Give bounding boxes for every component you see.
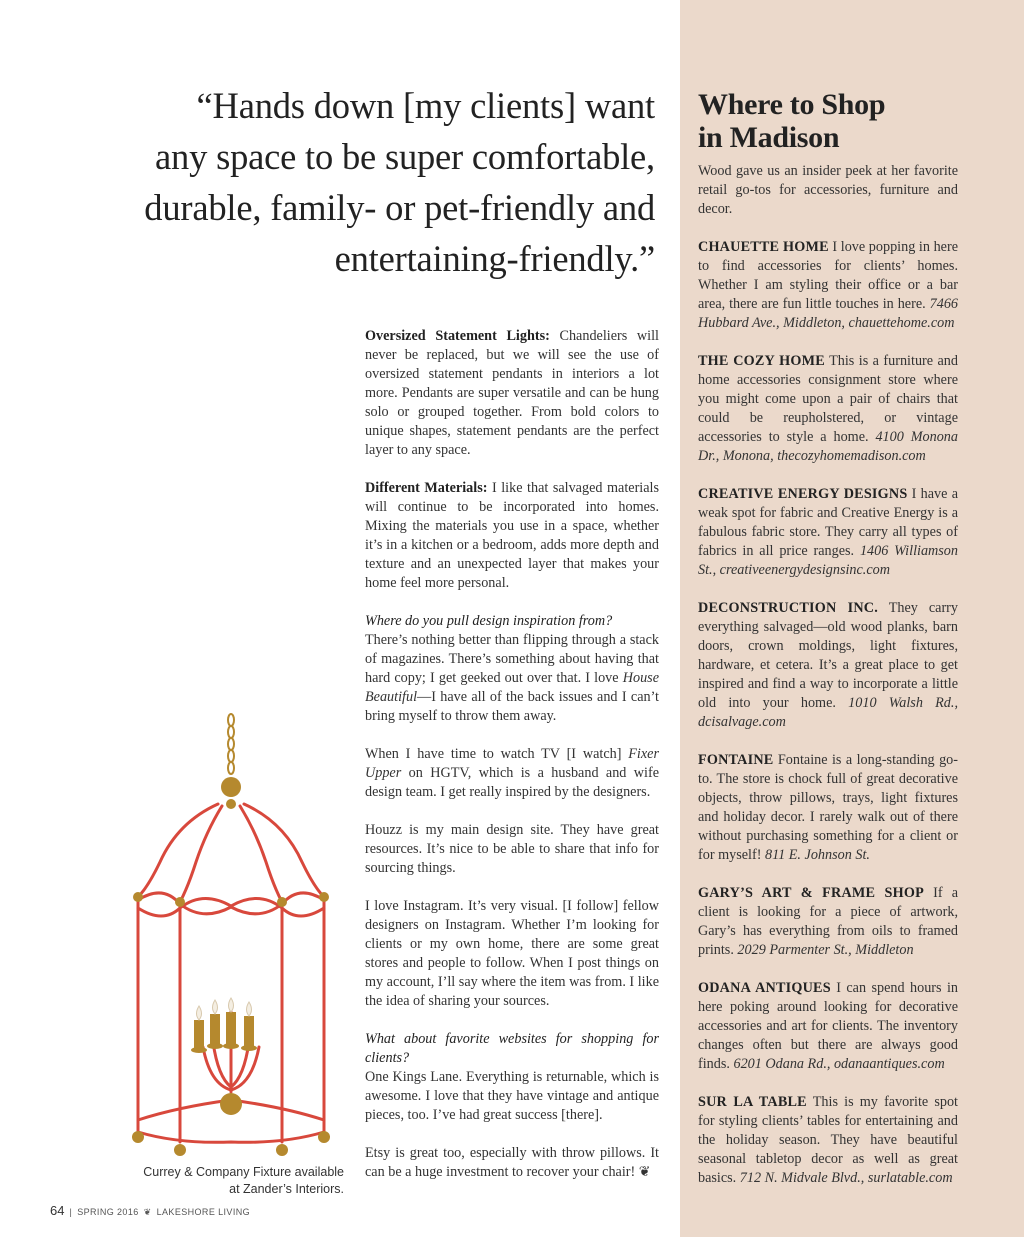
interview-question: What about favorite websites for shopping for clients? [365,1031,659,1066]
sidebar-title-line: in Madison [698,121,840,154]
pull-quote-line: any space to be super comfortable, [155,136,655,177]
shop-description: This is my favorite spot for styling clients’ tables for entertaining and the holiday season. They have beautiful seasonal tabletop decor as well as great basics. [698,1094,959,1186]
leaf-mark-icon: ❦ [143,1207,152,1217]
article-paragraph: One Kings Lane. Everything is returnable, which is awesome. I love that they have vintage and antique pieces, too. I’ve had great success [there]. [365,1069,659,1123]
pull-quote-line: “Hands down [my clients] want [196,85,655,126]
paragraph-text: on HGTV, which is a husband and wife design team. I get really inspired by the designers. [365,765,659,800]
sidebar-title-line: Where to Shop [698,88,886,121]
article-paragraph [365,479,659,593]
where-to-shop-sidebar [698,88,958,1207]
issue-label: SPRING 2016 [77,1207,139,1217]
paragraph-lead: Different Materials: [365,480,488,496]
shop-listing [698,238,958,333]
photo-caption [100,1164,344,1198]
shop-name: DECONSTRUCTION INC. [698,600,878,616]
shop-address: 7466 Hubbard Ave., Middleton, chauettehome.com [698,296,958,331]
shop-address: 1010 Walsh Rd., dcisalvage.com [698,695,958,730]
article-paragraph [365,327,659,460]
paragraph-text: —I have all of the back issues and I can’t bring myself to throw them away. [365,689,659,724]
shop-description: I can spend hours in here poking around looking for decorative accessories and art for clients. The inventory changes often but there are always good finds. [698,980,958,1072]
shop-name: CREATIVE ENERGY DESIGNS [698,486,908,502]
paragraph-text: Etsy is great too, especially with throw pillows. It can be a huge investment to recover your chair! [365,1145,659,1180]
shop-description: This is a furniture and home accessories consignment store where you might come upon a pair of chairs that could be reupholstered, or vintage accessories to style a home. [698,353,958,445]
pull-quote-line: entertaining-friendly.” [334,238,655,279]
lantern-chandelier-photo [118,712,344,1160]
article-paragraph: Houzz is my main design site. They have great resources. It’s nice to be able to share that info for sourcing things. [365,822,659,876]
shop-address: 1406 Williamson St., creativeenergydesignsinc.com [698,543,958,578]
paragraph-text: Chandeliers will never be replaced, but we will see the use of oversized statement pendants in interiors a lot more. Pendants are super versatile and can be hung solo or grouped together. From bold colors to unique shapes, statement pendants are the perfect layer to any space. [365,328,659,458]
shop-name: SUR LA TABLE [698,1094,807,1110]
paragraph-lead: Oversized Statement Lights: [365,328,550,344]
page-footer [50,1203,250,1218]
shop-listing [698,1093,958,1188]
shop-listing [698,599,958,732]
caption-line: Currey & Company Fixture available [143,1165,344,1179]
pull-quote [100,80,655,284]
paragraph-text: There’s nothing better than flipping through a stack of magazines. There’s something about having that hard copy; I get geeked out over that. I love [365,632,659,686]
shop-address: 2029 Parmenter St., Middleton [737,942,914,958]
shop-listing [698,884,958,960]
shop-name: THE COZY HOME [698,353,825,369]
sidebar-intro: Wood gave us an insider peek at her favorite retail go-tos for accessories, furniture and decor. [698,163,958,217]
paragraph-text: I like that salvaged materials will continue to be incorporated into homes. Mixing the materials you use in a space, whether it’s in a kitchen or a bedroom, adds more depth and texture and an unexpected layer that makes your home feel more personal. [365,480,659,591]
page-number: 64 [50,1203,65,1218]
show-title: Fixer Upper [365,746,659,781]
sidebar-title [698,88,958,154]
shop-listing [698,352,958,466]
footer-divider: | [69,1207,73,1217]
shop-address: 811 E. Johnson St. [764,847,870,863]
shop-listing [698,979,958,1074]
pull-quote-line: durable, family- or pet-friendly and [144,187,655,228]
article-paragraph [365,745,659,802]
article-column [365,327,659,1201]
shop-listing [698,751,958,865]
article-paragraph: I love Instagram. It’s very visual. [I follow] fellow designers on Instagram. Whether I’m looking for clients or my own home, there are some great stores and people to follow. When I post things on my account, I’ll say where the item was from. I like the idea of sharing your sources. [365,898,659,1009]
shop-name: ODANA ANTIQUES [698,980,831,996]
paragraph-text: When I have time to watch TV [I watch] [365,746,629,762]
shop-description: Fontaine is a long-standing go-to. The store is chock full of great decorative objects, throw pillows, trays, light fixtures and holiday decor. I rarely walk out of there without purchasing something for a client or for myself! [698,752,958,863]
end-mark-icon: ❦ [638,1164,651,1180]
shop-description: They carry everything salvaged—old wood planks, barn doors, crown moldings, light fixtures, hardware, et cetera. It’s a great place to get inspired and find a way to incorporate a little old into your home. [698,600,958,711]
shop-description: If a client is looking for a piece of artwork, Gary’s has everything from oils to framed prints. [698,885,958,958]
shop-name: CHAUETTE HOME [698,239,829,255]
shop-name: GARY’S ART & FRAME SHOP [698,885,924,901]
magazine-name: LAKESHORE LIVING [156,1207,251,1217]
shop-address: 712 N. Midvale Blvd., surlatable.com [739,1170,953,1186]
shop-address: 6201 Odana Rd., odanaantiques.com [733,1056,945,1072]
shop-listing [698,485,958,580]
interview-question: Where do you pull design inspiration from? [365,613,613,629]
shop-address: 4100 Monona Dr., Monona, thecozyhomemadison.com [698,429,958,464]
publication-title: House Beautiful [365,670,659,705]
caption-line: at Zander’s Interiors. [229,1182,344,1196]
article-paragraph [365,1144,659,1182]
shop-description: I have a weak spot for fabric and Creative Energy is a fabulous fabric store. They carry all types of fabrics in all price ranges. [698,486,958,559]
shop-description: I love popping in here to find accessories for clients’ homes. Whether I am styling their office or a bar area, there are fun little touches in here. [698,239,958,312]
article-paragraph [365,631,659,726]
shop-name: FONTAINE [698,752,774,768]
